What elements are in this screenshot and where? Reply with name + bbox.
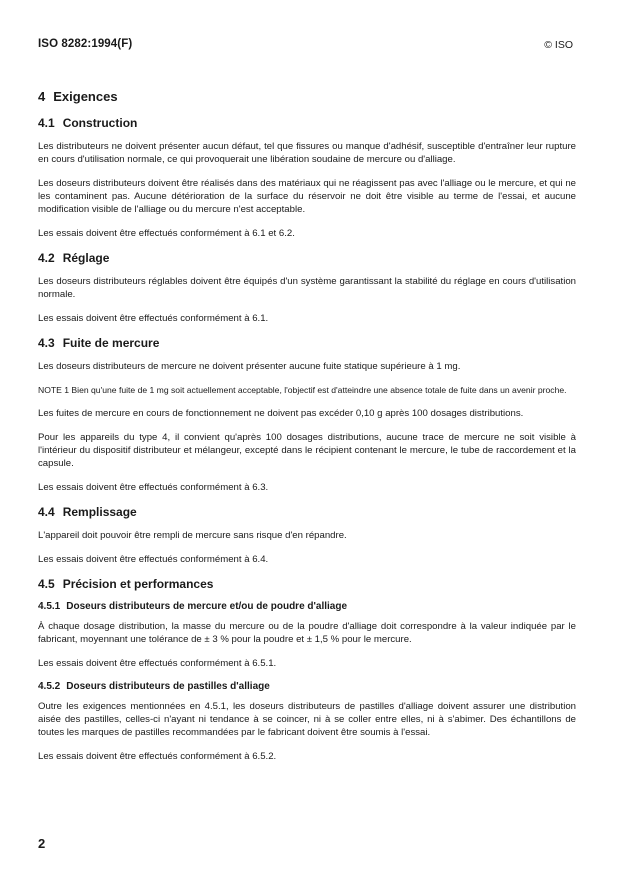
subsection-title: Réglage — [62, 251, 110, 265]
subsection-number: 4.5 — [38, 577, 55, 591]
subsection-heading-4-3 — [38, 336, 576, 350]
paragraph: Les doseurs distributeurs de mercure ne doivent présenter aucune fuite statique supérieure à 1 mg. — [38, 361, 461, 372]
paragraph: Les essais doivent être effectués conformément à 6.5.2. — [38, 751, 277, 762]
subsection-heading-4-2 — [38, 251, 576, 265]
section-heading — [38, 89, 576, 104]
subsection-heading-4-5 — [38, 577, 576, 591]
subsection-title: Remplissage — [62, 505, 137, 519]
subsection-title: Précision et performances — [62, 577, 214, 591]
paragraph: Les essais doivent être effectués conformément à 6.1 et 6.2. — [38, 228, 295, 239]
clause-heading-4-5-2 — [38, 681, 576, 692]
paragraph: L'appareil doit pouvoir être rempli de mercure sans risque d'en répandre. — [38, 530, 347, 541]
clause-title: Doseurs distributeurs de pastilles d'alliage — [66, 681, 270, 692]
subsection-heading-4-4 — [38, 505, 576, 519]
paragraph: Les fuites de mercure en cours de fonctionnement ne doivent pas excéder 0,10 g après 100 dosages distributions. — [38, 408, 524, 419]
standard-reference: ISO 8282:1994(F) — [38, 38, 133, 50]
paragraph: Les essais doivent être effectués conformément à 6.5.1. — [38, 658, 277, 669]
paragraph: Les essais doivent être effectués conformément à 6.3. — [38, 482, 269, 493]
copyright-notice: © ISO — [544, 39, 573, 51]
subsection-heading-4-1 — [38, 116, 576, 130]
clause-title: Doseurs distributeurs de mercure et/ou de poudre d'alliage — [66, 601, 348, 612]
paragraph: Les essais doivent être effectués conformément à 6.4. — [38, 554, 269, 565]
paragraph: Les essais doivent être effectués conformément à 6.1. — [38, 313, 269, 324]
subsection-number: 4.1 — [38, 116, 55, 130]
subsection-title: Fuite de mercure — [62, 336, 160, 350]
subsection-number: 4.4 — [38, 505, 55, 519]
subsection-number: 4.3 — [38, 336, 55, 350]
subsection-number: 4.2 — [38, 251, 55, 265]
clause-number: 4.5.2 — [38, 681, 61, 692]
paragraph: Les distributeurs ne doivent présenter aucun défaut, tel que fissures ou manque d'adhésif, susceptible d'entraîner leur rupture en cours d'utilisation normale, ce qui provoquerait une libération soudaine de mercure ou d'alliage. — [38, 141, 576, 165]
section-number: 4 — [38, 89, 46, 104]
page-content — [38, 89, 576, 774]
clause-number: 4.5.1 — [38, 601, 61, 612]
note: NOTE 1 Bien qu'une fuite de 1 mg soit actuellement acceptable, l'objectif est d'atteindre une absence totale de fuite dans un avenir proche. — [38, 385, 567, 395]
clause-heading-4-5-1 — [38, 601, 576, 612]
paragraph: À chaque dosage distribution, la masse du mercure ou de la poudre d'alliage doit correspondre à la valeur indiquée par le fabricant, moyennant une tolérance de ± 3 % pour la poudre et ± 1,5 % pour le mercure. — [38, 621, 576, 645]
paragraph: Les doseurs distributeurs doivent être réalisés dans des matériaux qui ne réagissent pas avec l'alliage ou le mercure, et qui ne les contaminent pas. Aucune détérioration de la surface du réservoir ne doit être visible au terme de l'essai, et aucune modification visible de l'alliage ou du mercure n'est acceptable. — [38, 178, 576, 215]
section-title: Exigences — [53, 89, 118, 104]
subsection-title: Construction — [62, 116, 138, 130]
paragraph: Outre les exigences mentionnées en 4.5.1, les doseurs distributeurs de pastilles d'alliage doivent assurer une distribution aisée des pastilles, celles-ci n'ayant ni tendance à se coincer, ni à se coller entre elles, ni à s'abimer. Des échantillons de toutes les marques de pastilles recommandées par le fabricant doivent être soumis à l'essai. — [38, 701, 576, 738]
paragraph: Pour les appareils du type 4, il convient qu'après 100 dosages distributions, aucune trace de mercure ne soit visible à l'intérieur du dispositif distributeur et mélangeur, excepté dans le récipient contenant le mercure, le tube de raccordement et la capsule. — [38, 432, 576, 469]
page-number: 2 — [38, 836, 46, 851]
paragraph: Les doseurs distributeurs réglables doivent être équipés d'un système garantissant la stabilité du réglage en cours d'utilisation normale. — [38, 276, 576, 300]
